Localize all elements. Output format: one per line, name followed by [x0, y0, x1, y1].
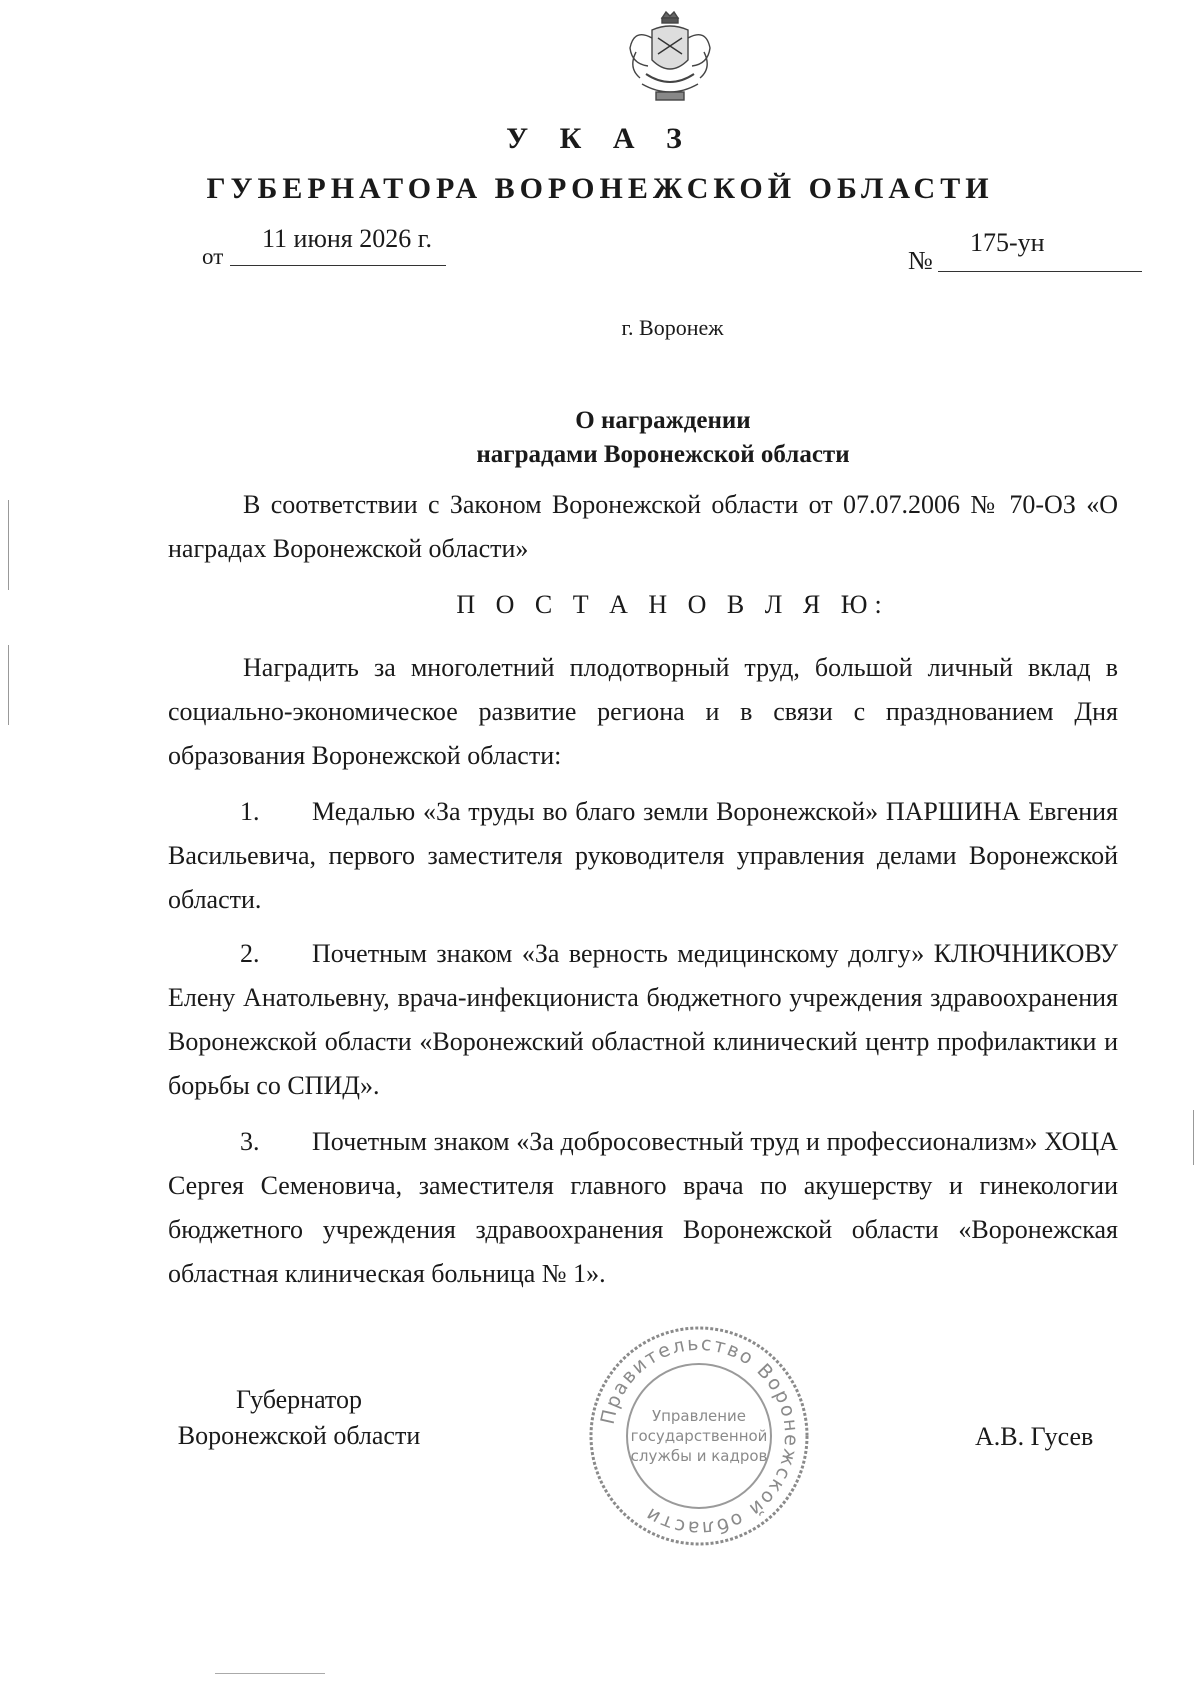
date-underline	[230, 265, 446, 266]
award-item-1-text: Медалью «За труды во благо земли Воронежской» ПАРШИНА Евгения Васильевича, первого заместителя руководителя управления делами Воронежской области.	[168, 797, 1118, 914]
scan-margin-mark	[8, 500, 9, 590]
award-item-2-number: 2.	[240, 939, 260, 968]
signatory-title-line-1: Губернатор	[236, 1385, 362, 1414]
document-subtitle: ГУБЕРНАТОРА ВОРОНЕЖСКОЙ ОБЛАСТИ	[206, 172, 994, 205]
award-item-3	[168, 1120, 1118, 1296]
stamp-ring-text: Правительство Воронежской области	[596, 1332, 803, 1540]
scan-footer-mark	[215, 1673, 325, 1674]
scan-margin-mark	[8, 645, 9, 725]
preamble: В соответствии с Законом Воронежской области от 07.07.2006 № 70-ОЗ «О наградах Воронежской области»	[168, 490, 1118, 563]
heading-line-2: наградами Воронежской области	[476, 441, 850, 468]
award-intro: Наградить за многолетний плодотворный труд, большой личный вклад в социально-экономическое развитие региона и в связи с празднованием Дня образования Воронежской области:	[168, 653, 1118, 770]
award-item-2-text: Почетным знаком «За верность медицинскому долгу» КЛЮЧНИКОВУ Елену Анатольевну, врача-инфекциониста бюджетного учреждения здравоохранения Воронежской области «Воронежский областной клинический центр профилактики и борьбы со СПИД».	[168, 939, 1118, 1100]
stamp-inner-line-2: государственной	[630, 1427, 768, 1445]
number-underline	[938, 271, 1142, 272]
document-heading	[0, 404, 1200, 472]
city: г. Воронеж	[621, 315, 724, 340]
number-value: 175-ун	[970, 228, 1045, 257]
award-item-1	[168, 790, 1118, 922]
award-item-1-number: 1.	[240, 797, 260, 826]
signatory-title-line-2: Воронежской области	[177, 1421, 421, 1450]
award-item-3-number: 3.	[240, 1127, 260, 1156]
heading-line-1: О награждении	[575, 407, 751, 434]
date-value: 11 июня 2026 г.	[262, 224, 432, 253]
signatory-name: А.В. Гусев	[975, 1422, 1094, 1451]
signatory-title	[162, 1382, 436, 1454]
decree-word: П О С Т А Н О В Л Я Ю:	[456, 590, 889, 619]
official-stamp	[586, 1323, 812, 1549]
coat-of-arms-emblem	[622, 8, 718, 108]
stamp-inner-line-3: службы и кадров	[630, 1447, 768, 1465]
stamp-inner-line-1: Управление	[651, 1407, 747, 1425]
award-item-2	[168, 932, 1118, 1108]
award-item-3-text: Почетным знаком «За добросовестный труд и профессионализм» ХОЦА Сергея Семеновича, заместителя главного врача по акушерству и гинекологии бюджетного учреждения здравоохранения Воронежской области «Воронежская областная клиническая больница № 1».	[168, 1127, 1118, 1288]
scan-margin-mark	[1193, 1110, 1194, 1165]
document-title: У К А З	[506, 122, 694, 155]
number-label: №	[908, 246, 933, 275]
date-label: от	[202, 244, 224, 269]
